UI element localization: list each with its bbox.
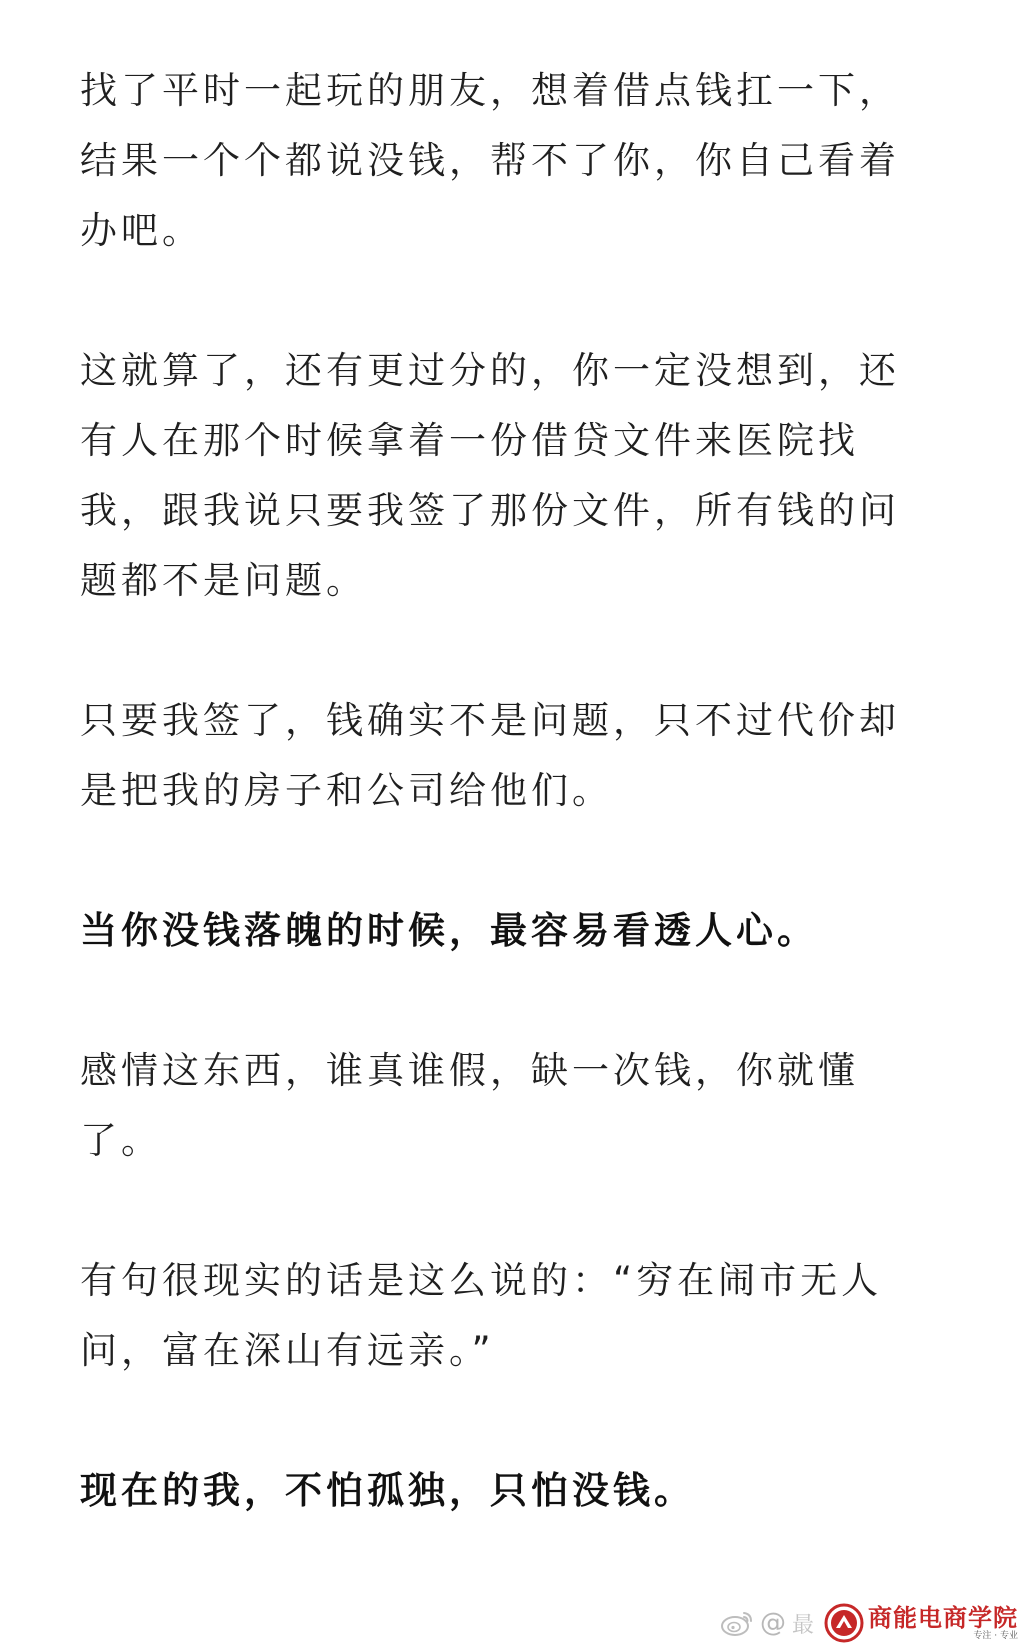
paragraph-friends-refuse: 找了平时一起玩的朋友，想着借点钱扛一下， 结果一个个都说没钱，帮不了你，你自己看着 办吧。 (80, 69, 900, 252)
paragraph-loan-document: 这就算了，还有更过分的，你一定没想到，还 有人在那个时候拿着一份借贷文件来医院找 我，跟我说只要我签了那份文件，所有钱的问 题都不是问题。 (80, 349, 900, 602)
paragraph-conclusion: 现在的我，不怕孤独，只怕没钱。 (80, 1469, 695, 1512)
weibo-icon (720, 1609, 754, 1637)
school-emblem-icon (824, 1603, 864, 1643)
watermark (720, 1601, 1018, 1645)
watermark-username-fragment: 最 (791, 1612, 814, 1638)
paragraph-price-of-signing: 只要我签了，钱确实不是问题，只不过代价却 是把我的房子和公司给他们。 (80, 699, 900, 812)
paragraph-realistic-saying: 有句很现实的话是这么说的：“穷在闹市无人 问，富在深山有远亲。” (80, 1259, 883, 1372)
watermark-at-symbol: @ (759, 1608, 786, 1638)
school-logo (824, 1603, 1018, 1643)
paragraph-see-through-hearts: 当你没钱落魄的时候，最容易看透人心。 (80, 909, 818, 952)
paragraph-true-or-false-feelings: 感情这东西，谁真谁假，缺一次钱，你就懂 了。 (80, 1049, 859, 1162)
article-body (80, 56, 946, 1596)
school-logo-text (868, 1602, 1018, 1641)
school-logo-name: 商能电商学院 (868, 1602, 1018, 1632)
school-logo-slogan: 专注 · 专业 (973, 1630, 1018, 1641)
